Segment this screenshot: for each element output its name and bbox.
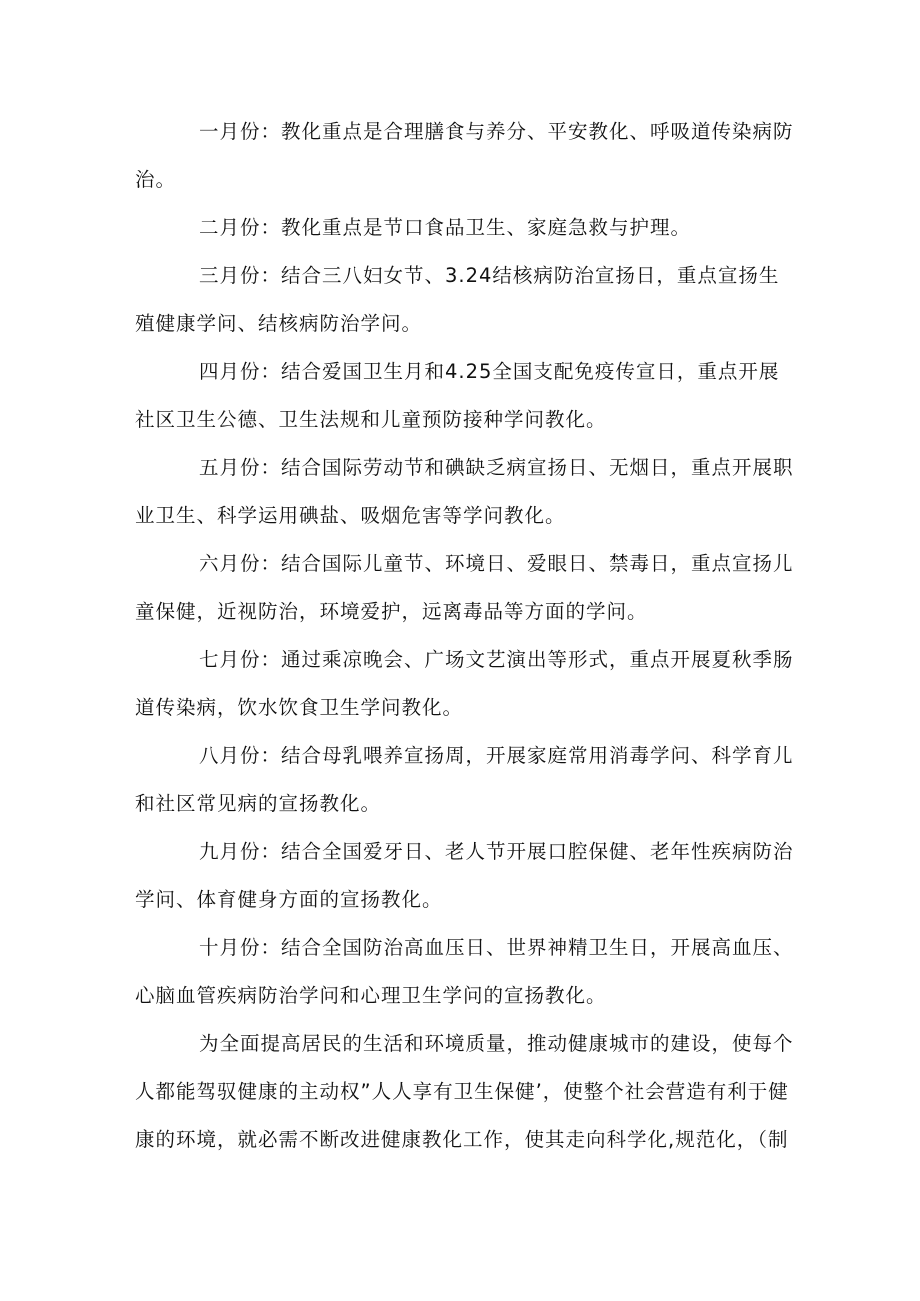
paragraph-april: 四月份：结合爱国卫生月和4.25全国支配免疫传宣日，重点开展社区卫生公德、卫生法规和儿童预防接种学问教化。 [135,360,780,431]
document-body [135,108,797,1164]
paragraph-may: 五月份：结合国际劳动节和碘缺乏病宣扬日、无烟日，重点开展职业卫生、科学运用碘盐、吸烟危害等学问教化。 [135,456,794,527]
paragraph-october: 十月份：结合全国防治高血压日、世界神精卫生日，开展高血压、心脑血管疾病防治学问和心理卫生学问的宣扬教化。 [135,936,794,1007]
paragraph-august: 八月份：结合母乳喂养宣扬周，开展家庭常用消毒学问、科学育儿和社区常见病的宣扬教化。 [135,744,794,815]
paragraph-june: 六月份：结合国际儿童节、环境日、爱眼日、禁毒日，重点宣扬儿童保健，近视防治，环境爱护，远离毒品等方面的学问。 [135,552,794,623]
paragraph-january: 一月份：教化重点是合理膳食与养分、平安教化、呼吸道传染病防治。 [135,120,794,191]
paragraph-march: 三月份：结合三八妇女节、3.24结核病防治宣扬日，重点宣扬生殖健康学问、结核病防治学问。 [135,264,780,335]
paragraph-september: 九月份：结合全国爱牙日、老人节开展口腔保健、老年性疾病防治学问、体育健身方面的宣扬教化。 [135,840,794,911]
paragraph-february: 二月份：教化重点是节口食品卫生、家庭急救与护理。 [199,216,692,239]
paragraph-summary: 为全面提高居民的生活和环境质量，推动健康城市的建设，使每个人都能驾驭健康的主动权”人人享有卫生保健’，使整个社会营造有利于健康的环境，就必需不断改进健康教化工作，使其走向科学化,规范化，（制 [135,1032,794,1151]
paragraph-july: 七月份：通过乘凉晚会、广场文艺演出等形式，重点开展夏秋季肠道传染病，饮水饮食卫生学问教化。 [135,648,794,719]
